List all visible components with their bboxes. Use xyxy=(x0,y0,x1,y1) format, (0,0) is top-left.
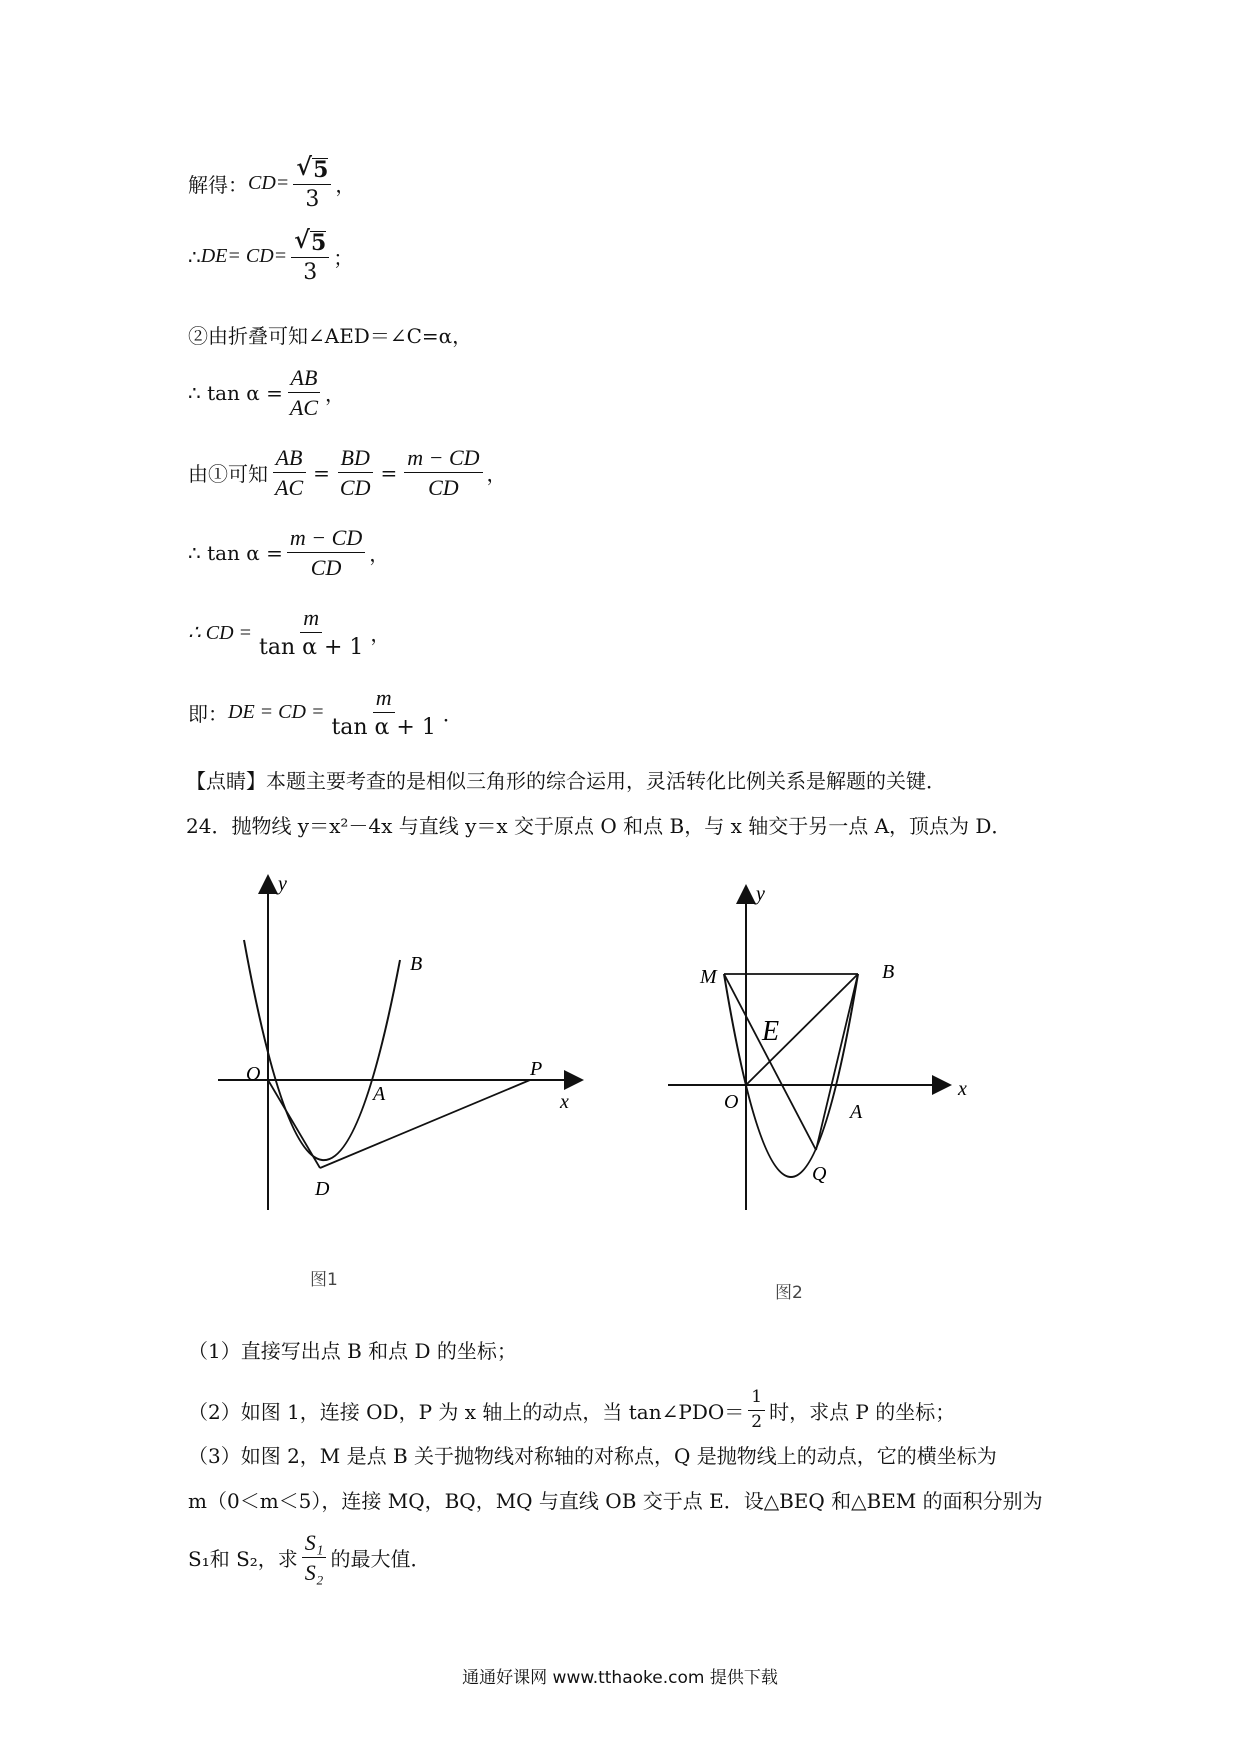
fraction-m-over-tan-plus-1 xyxy=(328,685,438,741)
from-1-known: 由①可知 xyxy=(188,462,268,487)
denominator: CD xyxy=(339,475,371,501)
solution-line-4 xyxy=(188,365,345,421)
fraction-ab-over-ac xyxy=(272,445,306,501)
figure-1-caption: 图1 xyxy=(310,1270,338,1290)
sqrt-icon: √ xyxy=(296,152,313,181)
fold-statement: ②由折叠可知∠AED＝∠C=α， xyxy=(188,324,473,348)
numerator: S₁ xyxy=(302,1530,327,1558)
label-p: P xyxy=(530,1058,543,1080)
text-solve-prefix: 解得： xyxy=(188,173,248,198)
label-o: O xyxy=(724,1091,739,1113)
solution-line-1 xyxy=(188,152,356,213)
de-cd-equals: DE = CD = xyxy=(228,701,325,724)
cd-equals: ∴ CD = xyxy=(188,622,253,645)
question-2 xyxy=(188,1388,955,1432)
label-e: E xyxy=(762,1016,780,1047)
problem-24-text: 24．抛物线 y＝x²－4x 与直线 y＝x 交于原点 O 和点 B，与 x 轴交于另一点 A，顶点为 D． xyxy=(186,814,1012,838)
question-3-line-2 xyxy=(188,1485,1043,1514)
label-b: B xyxy=(410,953,423,975)
solution-line-2 xyxy=(188,225,354,286)
punctuation: ． xyxy=(442,702,463,727)
radicand: 5 xyxy=(313,157,329,183)
numerator: AB xyxy=(273,445,306,473)
denominator: tan α + 1 xyxy=(331,715,436,741)
de-cd-equals: DE= CD= xyxy=(200,245,288,268)
solution-line-3 xyxy=(188,320,472,349)
label-d: D xyxy=(315,1178,330,1200)
equals-sign: = xyxy=(380,460,398,485)
question-3-line-1 xyxy=(188,1440,997,1469)
label-x: x xyxy=(560,1091,569,1113)
question-1 xyxy=(188,1335,517,1364)
denominator: 3 xyxy=(305,187,320,213)
fraction-ab-over-ac xyxy=(287,365,321,421)
numerator: m xyxy=(300,605,322,633)
tan-alpha-equals: ∴ tan α = xyxy=(188,540,283,565)
question-3-text-1: （3）如图 2，M 是点 B 关于抛物线对称轴的对称点，Q 是抛物线上的动点，它的横坐标为 xyxy=(188,1444,997,1468)
numerator: AB xyxy=(288,365,321,393)
label-y: y xyxy=(278,873,287,895)
solution-line-5 xyxy=(188,445,507,501)
question-2-text-after: 时，求点 P 的坐标； xyxy=(769,1399,956,1424)
solution-line-6 xyxy=(188,525,389,581)
solution-line-7 xyxy=(188,605,390,661)
denominator: 2 xyxy=(751,1411,763,1432)
radicand: 5 xyxy=(310,230,327,256)
denominator: tan α + 1 xyxy=(259,635,364,661)
label-o: O xyxy=(246,1063,261,1085)
segment-bq xyxy=(816,974,858,1150)
denominator: AC xyxy=(275,475,304,501)
numerator: m xyxy=(373,685,395,713)
segment-mq xyxy=(724,974,816,1150)
denominator: S₂ xyxy=(304,1560,324,1586)
denominator: 3 xyxy=(303,260,318,286)
therefore-symbol: ∴ xyxy=(188,244,201,269)
segment-dp xyxy=(320,1080,530,1168)
fraction-sqrt5-over-3 xyxy=(291,225,329,286)
denominator: AC xyxy=(289,395,319,421)
label-m: M xyxy=(700,966,717,988)
that-is: 即： xyxy=(188,702,228,727)
comment-text: 【点睛】本题主要考查的是相似三角形的综合运用，灵活转化比例关系是解题的关键． xyxy=(186,769,946,793)
punctuation: ； xyxy=(333,246,354,271)
label-a: A xyxy=(850,1101,863,1123)
cd-equals: CD= xyxy=(248,172,290,195)
page-footer: 通通好课网 www.tthaoke.com 提供下载 xyxy=(462,1668,778,1688)
label-b: B xyxy=(882,961,895,983)
fraction-m-minus-cd-over-cd xyxy=(287,525,365,581)
problem-statement xyxy=(186,810,1011,839)
numerator: m − CD xyxy=(287,525,365,553)
fraction-s1-over-s2 xyxy=(302,1530,327,1586)
punctuation: ， xyxy=(369,542,390,567)
fraction-sqrt5-over-3 xyxy=(293,152,331,213)
punctuation: ， xyxy=(370,622,391,647)
sqrt-icon: √ xyxy=(294,225,310,254)
fraction-m-over-tan-plus-1 xyxy=(256,605,366,661)
segment-od xyxy=(268,1080,320,1168)
label-a: A xyxy=(373,1083,386,1105)
question-2-text-before: （2）如图 1，连接 OD，P 为 x 轴上的动点，当 tan∠PDO＝ xyxy=(188,1399,745,1424)
equals-sign: = xyxy=(313,460,330,485)
label-y: y xyxy=(756,883,765,905)
question-1-text: （1）直接写出点 B 和点 D 的坐标； xyxy=(188,1339,517,1363)
figure-1 xyxy=(200,870,600,1230)
numerator: m − CD xyxy=(404,445,482,473)
label-x: x xyxy=(958,1078,967,1100)
numerator: 1 xyxy=(748,1388,765,1411)
solution-line-8 xyxy=(188,685,463,741)
fraction-bd-over-cd xyxy=(337,445,374,501)
numerator: BD xyxy=(338,445,373,473)
comment-line xyxy=(186,765,946,794)
figure-2 xyxy=(660,880,990,1220)
question-3-line-3 xyxy=(188,1530,430,1586)
question-3-text-3-after: 的最大值． xyxy=(330,1547,431,1572)
fraction-one-half xyxy=(748,1388,765,1432)
punctuation: ， xyxy=(325,382,346,407)
label-q: Q xyxy=(812,1163,827,1185)
figure-2-caption: 图2 xyxy=(775,1283,803,1303)
parabola xyxy=(724,974,858,1177)
tan-alpha-equals: ∴ tan α = xyxy=(188,380,283,405)
denominator: CD xyxy=(428,475,459,501)
punctuation: ， xyxy=(486,462,507,487)
punctuation: ， xyxy=(335,173,356,198)
denominator: CD xyxy=(310,555,342,581)
question-3-text-3-before: S₁和 S₂，求 xyxy=(188,1547,298,1572)
question-3-text-2: m（0＜m＜5），连接 MQ，BQ，MQ 与直线 OB 交于点 E．设△BEQ 和△BEM 的面积分别为 xyxy=(188,1489,1043,1513)
fraction-m-minus-cd-over-cd xyxy=(404,445,482,501)
